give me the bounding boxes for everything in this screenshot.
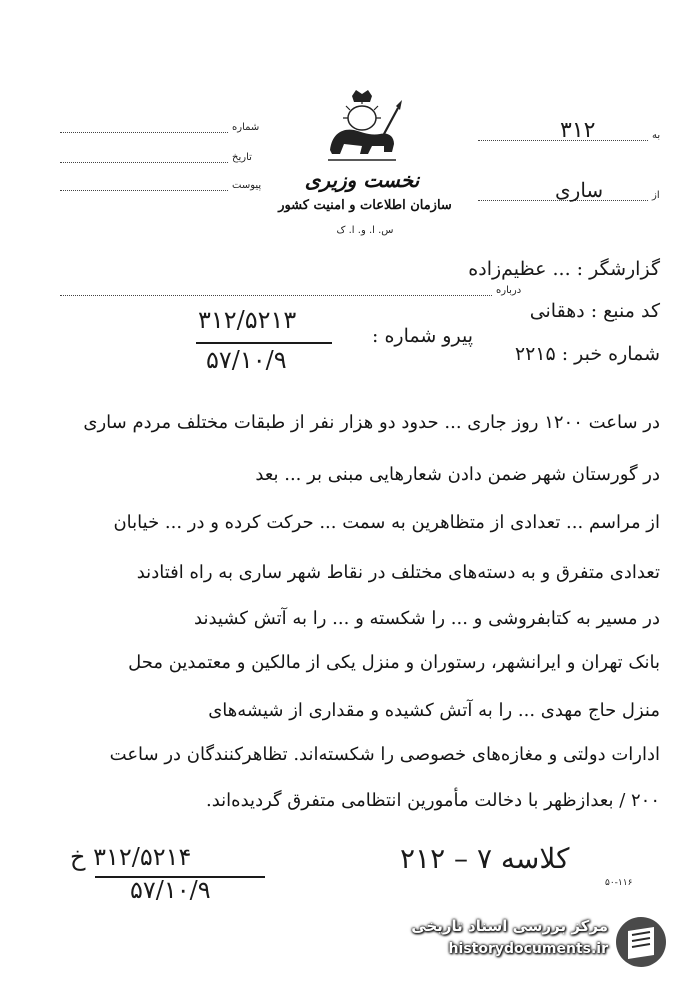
watermark-title: مرکز بررسی اسناد تاریخی <box>411 917 608 935</box>
reference-number: ۳۱۲/۵۲۱۳ <box>198 306 297 334</box>
footer-left-number: ۳۱۲/۵۲۱۴ خ <box>70 843 192 871</box>
body-line: بانک تهران و ایرانشهر، رستوران و منزل یکی از مالکین و معتمدین محل <box>128 652 660 673</box>
org-subtitle: سازمان اطلاعات و امنیت کشور <box>278 198 452 213</box>
to-label: به <box>652 130 661 141</box>
reference-label: پیرو شماره : <box>372 325 473 347</box>
attachment-label: پیوست <box>232 180 262 191</box>
watermark-url: historydocuments.ir <box>448 941 608 957</box>
archive-logo-icon <box>614 915 668 969</box>
from-label: از <box>652 190 660 201</box>
from-value: ساری <box>555 178 604 202</box>
subject-label: درباره <box>496 285 522 296</box>
source-line-news-number: شماره خبر : ۲۲۱۵ <box>514 343 660 365</box>
org-title: نخست وزیری <box>304 168 420 192</box>
attachment-dotline <box>60 190 228 191</box>
date-dotline <box>60 162 228 163</box>
footer-right-note: کلاسه ۷ – ۲۱۲ <box>400 842 570 875</box>
to-value: ۳۱۲ <box>560 118 596 143</box>
number-dotline <box>60 132 228 133</box>
body-line: در گورستان شهر ضمن دادن شعارهایی مبنی بر ... بعد <box>255 464 660 485</box>
form-code: ۵۰-۱۱۶ <box>605 878 633 888</box>
reference-date: ۵۷/۱۰/۹ <box>206 346 287 374</box>
lion-and-sun-emblem-icon <box>318 88 406 168</box>
body-line: تعدادی متفرق و به دسته‌های مختلف در نقاط شهر ساری به راه افتادند <box>136 562 660 583</box>
reference-divider <box>196 342 332 344</box>
watermark <box>400 913 670 973</box>
body-line: در مسیر به کتابفروشی و ... را شکسته و ... را به آتش کشیدند <box>194 608 660 629</box>
org-code: س. ا. و. ا. ک <box>336 225 394 236</box>
body-line: در ساعت ۱۲۰۰ روز جاری ... حدود دو هزار نفر از طبقات مختلف مردم ساری <box>83 412 660 433</box>
subject-dotline <box>60 295 492 296</box>
number-label: شماره <box>232 122 260 133</box>
body-line: از مراسم ... تعدادی از متظاهرین به سمت ... حرکت کرده و در ... خیابان <box>113 512 660 533</box>
body-line: ادارات دولتی و مغازه‌های خصوصی را شکسته‌اند. تظاهرکنندگان در ساعت <box>109 744 660 765</box>
footer-left-date: ۵۷/۱۰/۹ <box>130 876 211 904</box>
body-line: منزل حاج مهدی ... را به آتش کشیده و مقداری از شیشه‌های <box>208 700 660 721</box>
source-line-reporter: گزارشگر : ... عظیم‌زاده <box>468 258 660 280</box>
source-line-code: کد منبع : دهقانی <box>529 300 660 322</box>
body-line: ۲۰۰ / بعدازظهر با دخالت مأمورین انتظامی متفرق گردیده‌اند. <box>206 790 660 811</box>
date-label: تاریخ <box>232 152 252 163</box>
